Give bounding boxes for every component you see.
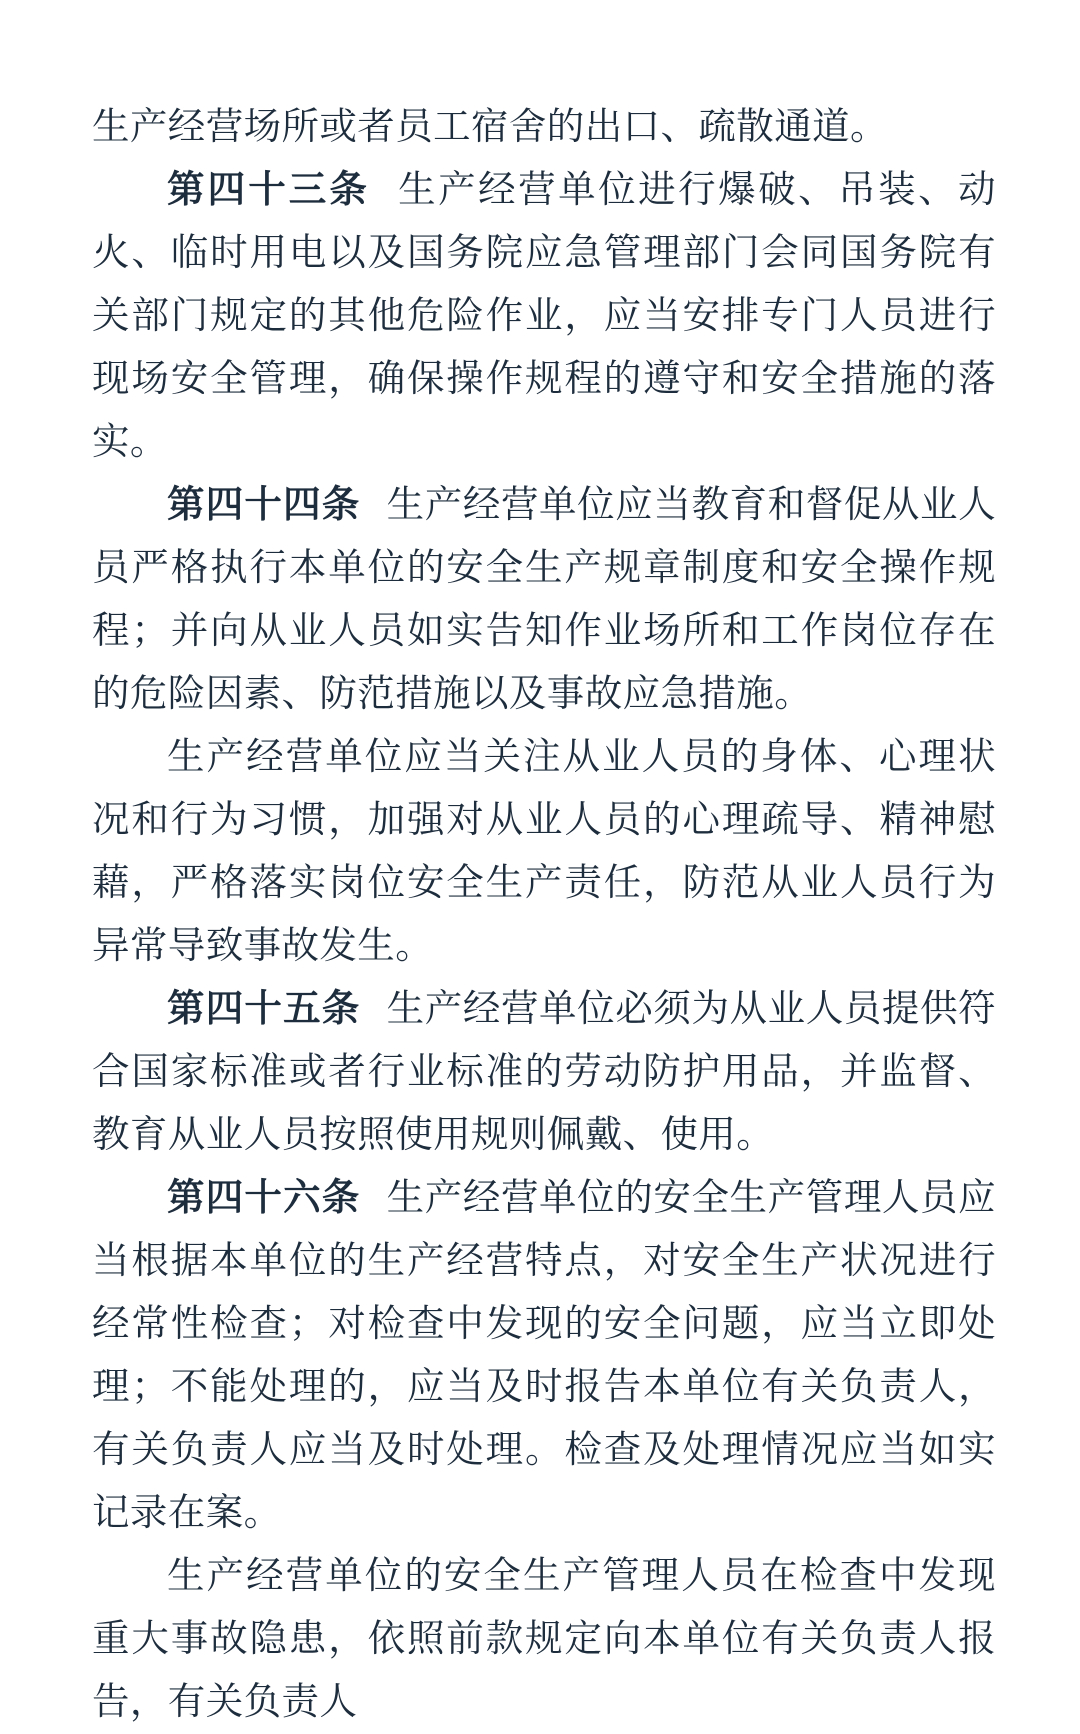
article-label-43: 第四十三条 [167, 170, 370, 211]
paragraph-article-45 [92, 978, 996, 1167]
paragraph-text: 生产经营单位的安全生产管理人员应当根据本单位的生产经营特点，对安全生产状况进行经常性检查；对检查中发现的安全问题，应当立即处理；不能处理的，应当及时报告本单位有关负责人，有关负责人应当及时处理。检查及处理情况应当如实记录在案。 [92, 1178, 997, 1534]
paragraph-text: 生产经营单位应当教育和督促从业人员严格执行本单位的安全生产规章制度和安全操作规程；并向从业人员如实告知作业场所和工作岗位存在的危险因素、防范措施以及事故应急措施。 [92, 485, 997, 715]
paragraph-article-46 [92, 1167, 996, 1545]
paragraph-text: 生产经营场所或者员工宿舍的出口、疏散通道。 [92, 107, 888, 148]
paragraph-text: 生产经营单位的安全生产管理人员在检查中发现重大事故隐患，依照前款规定向本单位有关负责人报告，有关负责人 [92, 1556, 996, 1723]
paragraph-text: 生产经营单位进行爆破、吊装、动火、临时用电以及国务院应急管理部门会同国务院有关部门规定的其他危险作业，应当安排专门人员进行现场安全管理，确保操作规程的遵守和安全措施的落实。 [92, 170, 996, 463]
paragraph-text: 生产经营单位必须为从业人员提供符合国家标准或者行业标准的劳动防护用品，并监督、教育从业人员按照使用规则佩戴、使用。 [92, 989, 997, 1156]
paragraph-article-43 [92, 159, 996, 474]
article-label-46: 第四十六条 [167, 1178, 361, 1219]
paragraph-article-44-second [92, 726, 996, 978]
paragraph-text: 生产经营单位应当关注从业人员的身体、心理状况和行为习惯，加强对从业人员的心理疏导、精神慰藉，严格落实岗位安全生产责任，防范从业人员行为异常导致事故发生。 [92, 737, 996, 967]
paragraph-continued [92, 96, 996, 159]
article-label-44: 第四十四条 [167, 485, 361, 526]
article-label-45: 第四十五条 [167, 989, 361, 1030]
paragraph-article-46-second [92, 1545, 996, 1734]
document-body [92, 96, 996, 1734]
paragraph-article-44 [92, 474, 996, 726]
